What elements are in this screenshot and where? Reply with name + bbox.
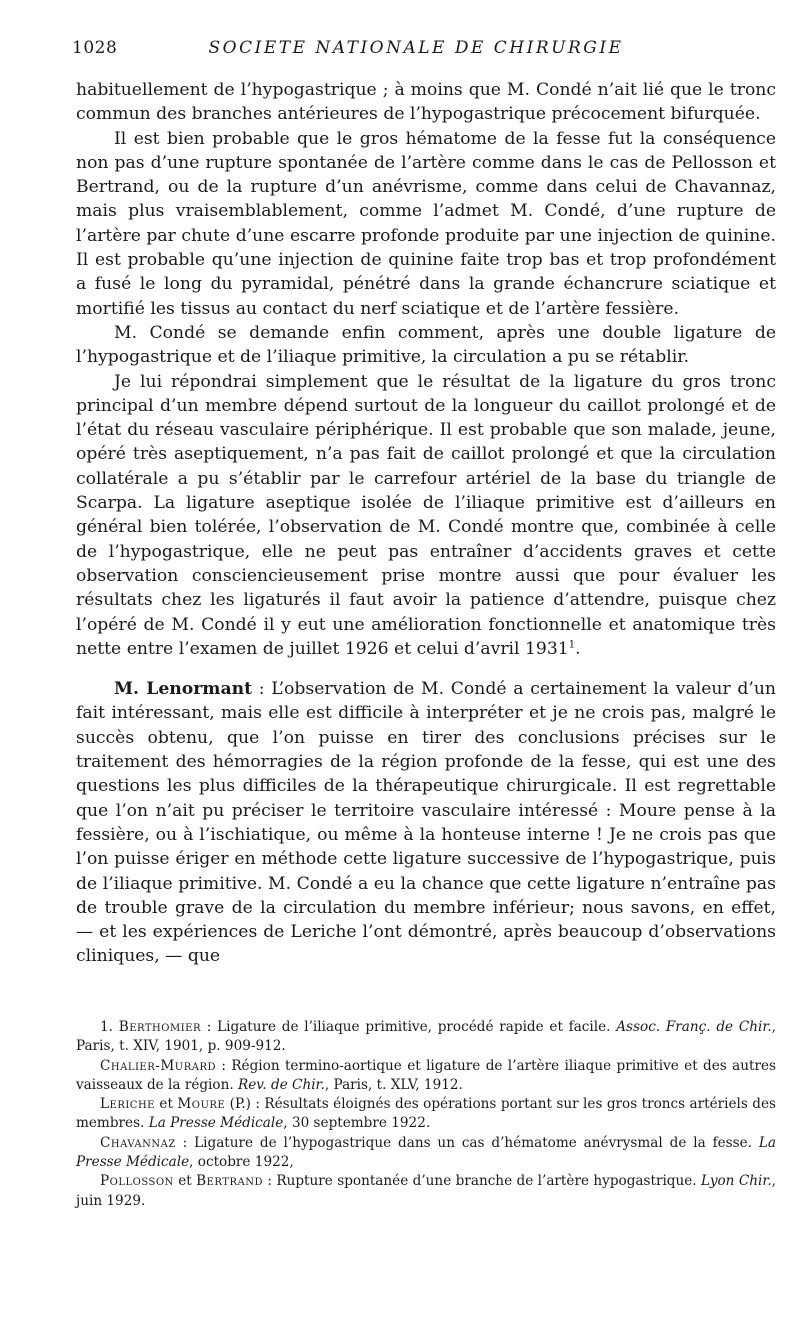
footnote [76, 1057, 776, 1096]
footnote-author: Leriche [100, 1096, 155, 1113]
footnote-author: Moure [177, 1096, 226, 1113]
speaker-name: M. Lenormant [114, 679, 253, 700]
page-header [72, 38, 760, 62]
footnote-author: Chavannaz [100, 1134, 176, 1151]
footnote-author: Chalier-Murard [100, 1057, 217, 1074]
paragraph-text: Je lui répondrai simplement que le résultat de la ligature du gros tronc principal d’un membre dépend surtout de la longueur du caillot prolongé et de l’état du réseau vasculaire périphérique. Il est probable que son malade, jeune, opéré très aseptiquement, n’a pas fait de caillot prolongé et que la circulation collatérale a pu s’établir par le carrefour artériel de la base du triangle de Scarpa. La ligature aseptique isolée de l’iliaque primitive est d’ailleurs en général bien tolérée, l’observation de M. Condé montre que, combinée à celle de l’hypogastrique, elle ne peut pas entraîner d’accidents graves et cette observation consciencieusement prise montre aussi que pour évaluer les résultats chez les ligaturés il faut avoir la patience d’attendre, puisque chez l’opéré de M. Condé il y eut une amélioration fonctionnelle et anatomique très nette entre l’examen de juillet 1926 et celui d’avril 1931 [76, 371, 776, 659]
page-number: 1028 [72, 38, 118, 58]
footnote-journal: La Presse Médicale [148, 1115, 284, 1132]
footnote-ref: , juin 1929. [76, 1173, 776, 1209]
footnote-journal: Assoc. Franç. de Chir. [616, 1019, 772, 1035]
running-head: SOCIETE NATIONALE DE CHIRURGIE [208, 38, 624, 58]
footnote-text: (P.) : Résultats éloignés des opérations portant sur les gros troncs artériels des membres. [76, 1096, 777, 1132]
paragraph: habituellement de l’hypogastrique ; à moins que M. Condé n’ait lié que le tronc commun des branches antérieures de l’hypogastrique précocement bifurquée. [76, 80, 776, 125]
footnote-journal: La Presse Médicale [76, 1134, 776, 1171]
footnote-text: : Rupture spontanée d’une branche de l’artère hypogastrique. [262, 1173, 702, 1190]
footnotes [76, 1018, 776, 1211]
paragraph [76, 370, 776, 662]
paragraph-end: . [575, 638, 581, 659]
paragraph: M. Condé se demande enfin comment, après une double ligature de l’hypogastrique et de l’iliaque primitive, la circulation a pu se rétablir. [76, 322, 776, 368]
paragraph [76, 677, 776, 969]
footnote-text: : Région termino-aortique et ligature de l’artère iliaque primitive et des autres vaisseaux de la région. [76, 1057, 776, 1093]
footnote-text: : Ligature de l’hypogastrique dans un cas d’hématome anévrysmal de la fesse. [175, 1134, 759, 1151]
footnote-ref: , Paris, t. XIV, 1901, p. 909-912. [76, 1019, 776, 1055]
footnote-author: Pollosson [100, 1173, 174, 1190]
footnote-number: 1. [100, 1019, 119, 1035]
footnote-ref: , 30 septembre 1922. [283, 1115, 431, 1132]
body-text [76, 78, 776, 969]
footnote-journal: Lyon Chir. [701, 1173, 772, 1190]
footnote-marker: 1 [568, 639, 576, 651]
paragraph-text: : L’observation de M. Condé a certainement la valeur d’un fait intéressant, mais elle est difficile à interpréter et je ne crois pas, malgré le succès obtenu, que l’on puisse en tirer des conclusions précises sur le traitement des hémorragies de la région profonde de la fesse, qui est une des questions les plus difficiles de la thérapeutique chirurgicale. Il est regrettable que l’on n’ait pu préciser le territoire vasculaire intéressé : Moure pense à la fessière, ou à l’ischiatique, ou même à la honteuse interne ! Je ne crois pas que l’on puisse ériger en méthode cette ligature successive de l’hypogastrique, puis de l’iliaque primitive. M. Condé a eu la chance que cette ligature n’entraîne pas de trouble grave de la circulation du membre inférieur; nous savons, en effet, — et les expériences de Leriche l’ont démontré, après beaucoup d’observations cliniques, — que [76, 679, 776, 967]
footnote-ref: , Paris, t. XLV, 1912. [324, 1076, 463, 1093]
footnote-text: : Ligature de l’iliaque primitive, procédé rapide et facile. [201, 1019, 617, 1035]
footnote-conjunction: et [154, 1096, 178, 1113]
paragraph: Il est bien probable que le gros hématome de la fesse fut la conséquence non pas d’une rupture spontanée de l’artère comme dans le cas de Pellosson et Bertrand, ou de la rupture d’un anévrisme, comme dans celui de Chavannaz, mais plus vraisemblablement, comme l’admet M. Condé, d’une rupture de l’artère par chute d’une escarre profonde produite par une injection de quinine. Il est probable qu’une injection de quinine faite trop bas et trop profondément a fusé le long du pyramidal, pénétré dans la grande échancrure sciatique et mortifié les tissus au contact du nerf sciatique et de l’artère fessière. [76, 128, 776, 319]
footnote-journal: Rev. de Chir. [238, 1076, 325, 1093]
footnote [76, 1134, 776, 1173]
footnote-conjunction: et [173, 1173, 197, 1190]
footnote-author: Bertrand [196, 1173, 263, 1190]
footnote [76, 1095, 776, 1134]
footnote-author: Berthomier [118, 1019, 201, 1035]
footnote-ref: , octobre 1922, [189, 1154, 294, 1171]
footnote [76, 1172, 776, 1211]
footnote [76, 1018, 776, 1057]
